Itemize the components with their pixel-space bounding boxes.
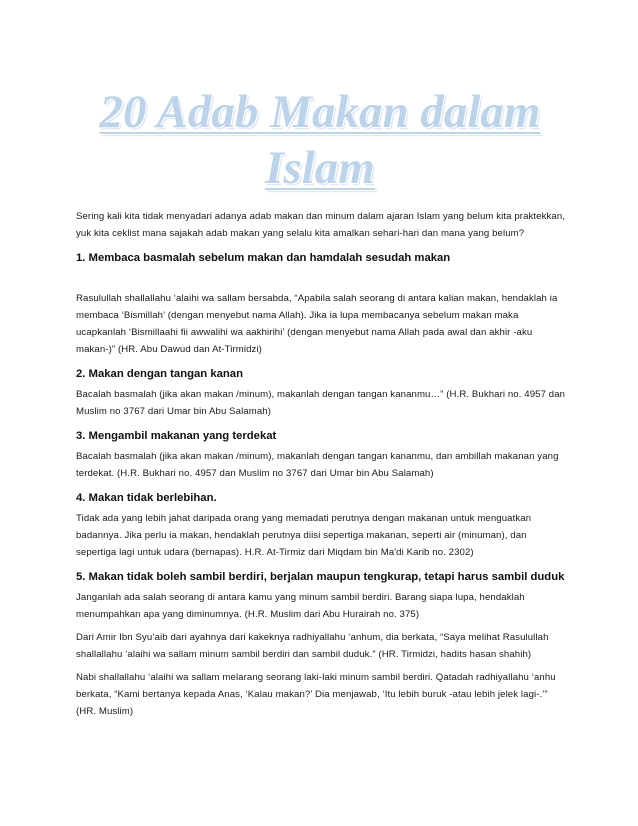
title-line-1: 20 Adab Makan dalam	[99, 86, 541, 138]
section-3-paragraph-1: Bacalah basmalah (jika akan makan /minum), makanlah dengan tangan kananmu, dan ambillah makanan yang terdekat. (H.R. Bukhari no. 4957 dan Muslim no 3767 dari Umar bin Abu Salamah)	[76, 451, 559, 479]
section-heading-1: 1. Membaca basmalah sebelum makan dan hamdalah sesudah makan	[76, 252, 451, 264]
section-heading-5: 5. Makan tidak boleh sambil berdiri, berjalan maupun tengkurap, tetapi harus sambil duduk	[76, 571, 565, 583]
title-line-2: Islam	[265, 142, 375, 194]
section-2-paragraph-1: Bacalah basmalah (jika akan makan /minum), makanlah dengan tangan kananmu…” (H.R. Bukhari no. 4957 dan Muslim no 3767 dari Umar bin Abu Salamah)	[76, 389, 566, 417]
section-5-paragraph-1: Janganlah ada salah seorang di antara kamu yang minum sambil berdiri. Barang siapa lupa, hendaklah menumpahkan apa yang diminumnya. (H.R. Muslim dari Abu Hurairah no. 375)	[76, 592, 525, 620]
section-heading-3: 3. Mengambil makanan yang terdekat	[76, 430, 277, 442]
section-5-paragraph-2: Dari Amir Ibn Syu’aib dari ayahnya dari kakeknya radhiyallahu ‘anhum, dia berkata, “Saya melihat Rasulullah shallallahu ‘alaihi wa sallam minum sambil berdiri dan sambil duduk.” (HR. Tirmidzi, hadits hasan shahih)	[76, 632, 549, 660]
section-5-paragraph-3: Nabi shallallahu ‘alaihi wa sallam melarang seorang laki-laki minum sambil berdiri. Qatadah radhiyallahu ‘anhu berkata, “Kami bertanya kepada Anas, ‘Kalau makan?’ Dia menjawab, ‘Itu lebih buruk -atau lebih jelek lagi-.’” (HR. Muslim)	[76, 672, 556, 717]
intro-paragraph: Sering kali kita tidak menyadari adanya adab makan dan minum dalam ajaran Islam yang belum kita praktekkan, yuk kita ceklist mana sajakah adab makan yang selalu kita amalkan sehari-hari dan mana yang belum?	[76, 211, 566, 239]
section-1-paragraph-1: Rasulullah shallallahu ‘alaihi wa sallam bersabda, “Apabila salah seorang di antara kalian makan, hendaklah ia membaca ‘Bismillah’ (dengan menyebut nama Allah). Jika ia lupa membacanya sebelum makan maka ucapkanlah ‘Bismillaahi fii awwalihi wa aakhirihi’ (dengan menyebut nama Allah pada awal dan akhir -aku makan-)” (HR. Abu Dawud dan At-Tirmidzi)	[76, 293, 558, 355]
document-body	[76, 208, 568, 720]
section-4-paragraph-1: Tidak ada yang lebih jahat daripada orang yang memadati perutnya dengan makanan untuk menguatkan badannya. Jika perlu ia makan, hendaklah perutnya diisi sepertiga makanan, seperti air (minuman), dan sepertiga lagi untuk udara (bernapas). H.R. At-Tirmiz dari Miqdam bin Ma'di Karib no. 2302)	[76, 513, 532, 558]
section-heading-4: 4. Makan tidak berlebihan.	[76, 492, 217, 504]
document-title	[60, 84, 580, 196]
section-heading-2: 2. Makan dengan tangan kanan	[76, 368, 243, 380]
